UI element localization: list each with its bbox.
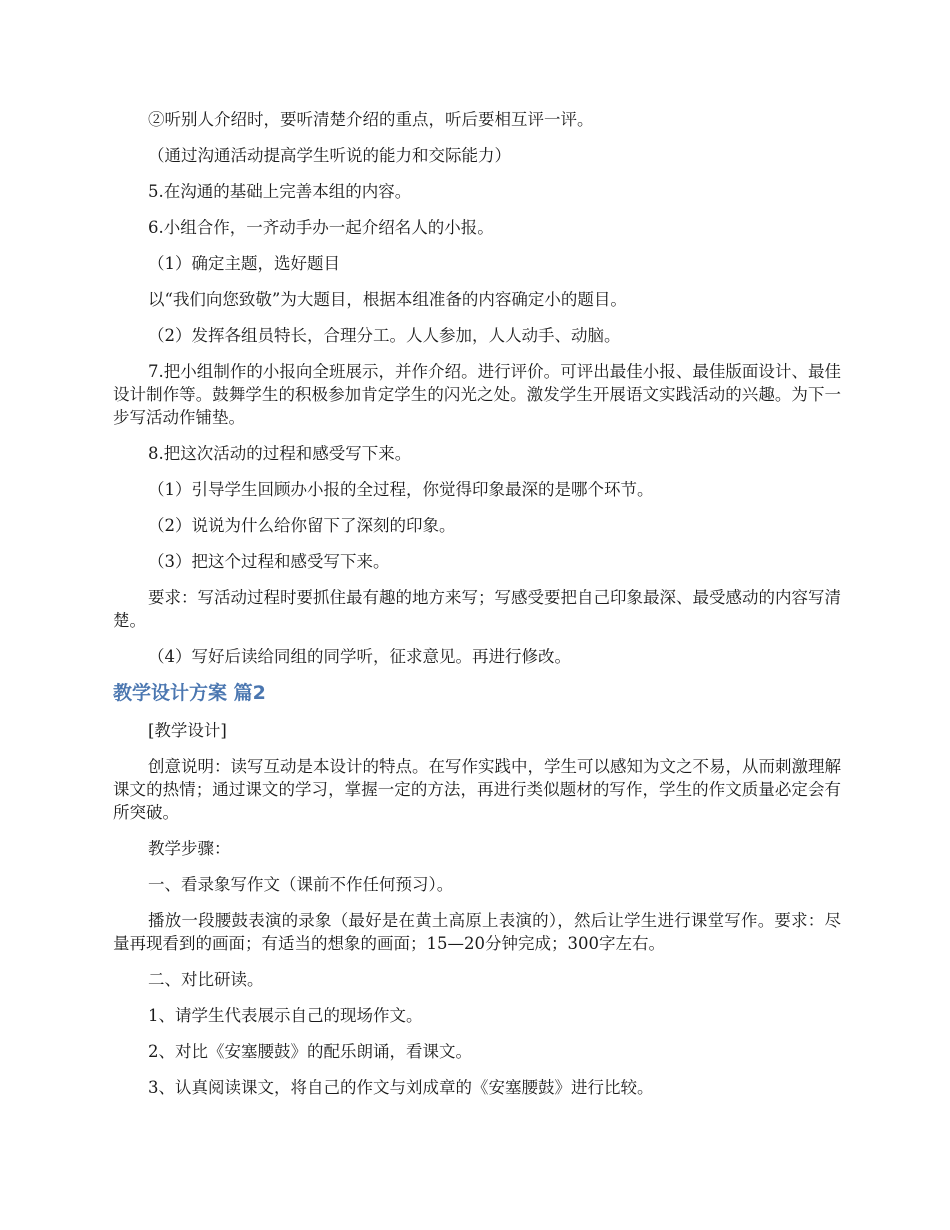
paragraph: 要求：写活动过程时要抓住最有趣的地方来写；写感受要把自己印象最深、最受感动的内容写清楚。: [113, 588, 841, 630]
paragraph: （2）发挥各组员特长，合理分工。人人参加，人人动手、动脑。: [148, 326, 621, 345]
paragraph: （4）写好后读给同组的同学听，征求意见。再进行修改。: [148, 647, 571, 666]
paragraph: （3）把这个过程和感受写下来。: [148, 552, 390, 571]
section-heading: 教学设计方案 篇2: [113, 682, 266, 704]
paragraph: 6.小组合作，一齐动手办一起介绍名人的小报。: [148, 218, 494, 237]
paragraph: 以“我们向您致敬”为大题目，根据本组准备的内容确定小的题目。: [148, 290, 627, 309]
paragraph: （2）说说为什么给你留下了深刻的印象。: [148, 516, 456, 535]
paragraph: （1）确定主题，选好题目: [148, 254, 340, 273]
paragraph: 二、对比研读。: [148, 970, 264, 989]
paragraph: 一、看录象写作文（课前不作任何预习）。: [148, 875, 454, 894]
paragraph: [教学设计]: [148, 721, 227, 740]
paragraph: 播放一段腰鼓表演的录象（最好是在黄土高原上表演的），然后让学生进行课堂写作。要求：尽量再现看到的画面；有适当的想象的画面；15—20分钟完成；300字左右。: [113, 911, 841, 953]
paragraph: 2、对比《安塞腰鼓》的配乐朗诵，看课文。: [148, 1042, 472, 1061]
paragraph: （1）引导学生回顾办小报的全过程，你觉得印象最深的是哪个环节。: [148, 480, 654, 499]
document-page: [113, 108, 841, 1112]
paragraph: （通过沟通活动提高学生听说的能力和交际能力）: [148, 146, 511, 165]
paragraph: 教学步骤：: [148, 839, 231, 858]
paragraph: 1、请学生代表展示自己的现场作文。: [148, 1006, 423, 1025]
paragraph: ②听别人介绍时，要听清楚介绍的重点，听后要相互评一评。: [148, 110, 594, 129]
paragraph: 3、认真阅读课文，将自己的作文与刘成章的《安塞腰鼓》进行比较。: [148, 1078, 654, 1097]
paragraph: 8.把这次活动的过程和感受写下来。: [148, 444, 412, 463]
paragraph: 5.在沟通的基础上完善本组的内容。: [148, 182, 412, 201]
paragraph: 7.把小组制作的小报向全班展示，并作介绍。进行评价。可评出最佳小报、最佳版面设计、最佳设计制作等。鼓舞学生的积极参加肯定学生的闪光之处。激发学生开展语文实践活动的兴趣。为下一步写活动作铺垫。: [113, 362, 841, 427]
paragraph: 创意说明：读写互动是本设计的特点。在写作实践中，学生可以感知为文之不易，从而刺激理解课文的热情；通过课文的学习，掌握一定的方法，再进行类似题材的写作，学生的作文质量必定会有所突破。: [113, 757, 841, 822]
